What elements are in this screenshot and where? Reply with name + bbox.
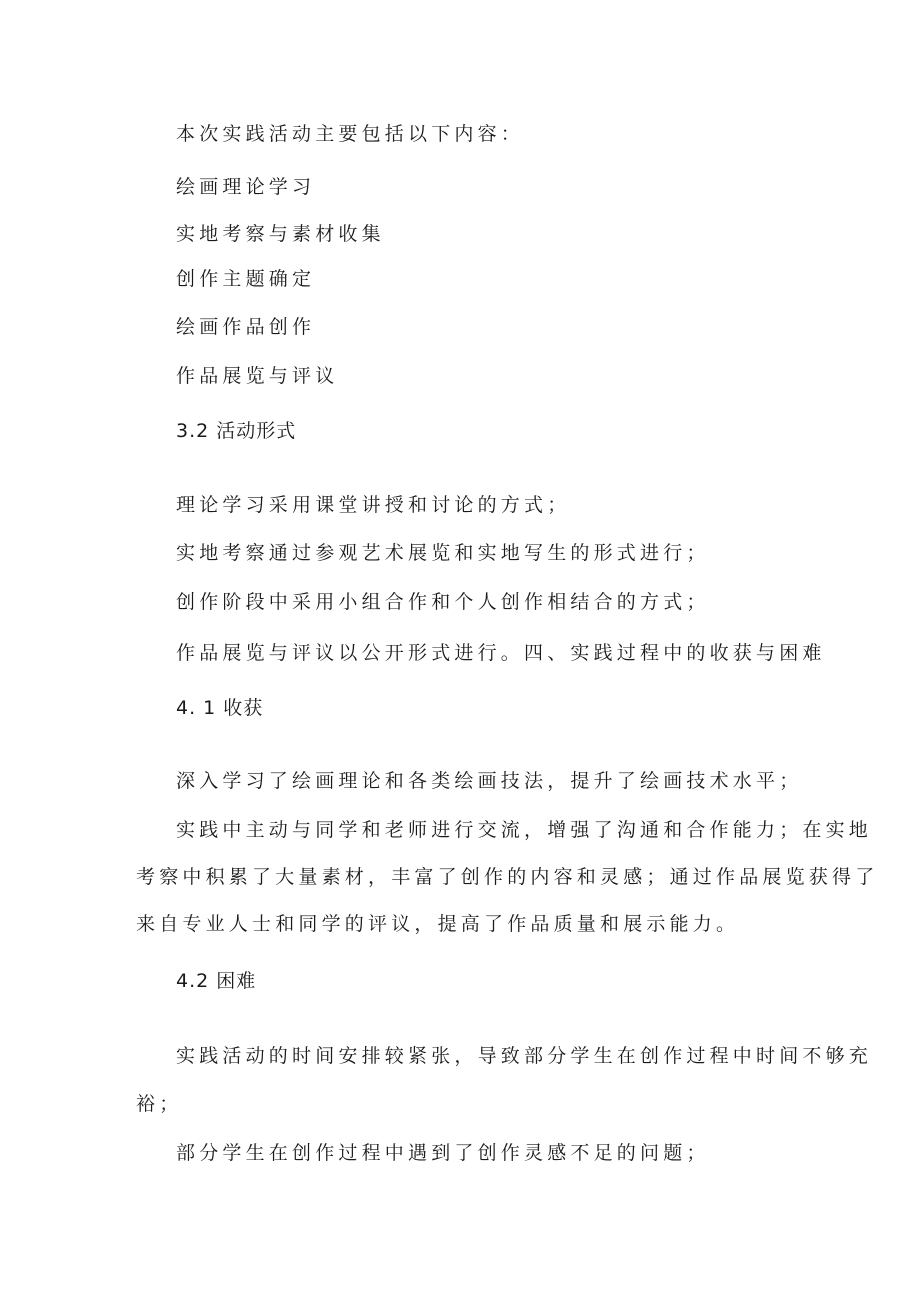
difficulty-paragraph-1-line-1: 实践活动的时间安排较紧张，导致部分学生在创作过程中时间不够充	[176, 1045, 873, 1067]
difficulty-paragraph-2: 部分学生在创作过程中遇到了创作灵感不足的问题；	[176, 1142, 710, 1164]
content-item-5: 作品展览与评议	[176, 365, 339, 387]
form-item-2: 实地考察通过参观艺术展览和实地写生的形式进行；	[176, 542, 710, 564]
content-item-3: 创作主题确定	[176, 268, 316, 290]
form-item-4: 作品展览与评议以公开形式进行。四、实践过程中的收获与困难	[176, 642, 826, 664]
gains-paragraph-2-line-2: 考察中积累了大量素材，丰富了创作的内容和灵感；通过作品展览获得了	[136, 866, 879, 888]
gains-paragraph-2-line-3: 来自专业人士和同学的评议，提高了作品质量和展示能力。	[136, 913, 740, 935]
section-heading-4-2: 4.2 困难	[176, 970, 257, 992]
difficulty-paragraph-1-line-2: 裕；	[136, 1093, 183, 1115]
content-item-1: 绘画理论学习	[176, 176, 316, 198]
gains-paragraph-1: 深入学习了绘画理论和各类绘画技法，提升了绘画技术水平；	[176, 770, 803, 792]
content-item-2: 实地考察与素材收集	[176, 223, 385, 245]
form-item-1: 理论学习采用课堂讲授和讨论的方式；	[176, 494, 571, 516]
intro-paragraph: 本次实践活动主要包括以下内容：	[176, 123, 525, 145]
section-heading-4-1: 4. 1 收获	[176, 697, 264, 719]
content-item-4: 绘画作品创作	[176, 316, 316, 338]
section-heading-3-2: 3.2 活动形式	[176, 420, 297, 442]
gains-paragraph-2-line-1: 实践中主动与同学和老师进行交流，增强了沟通和合作能力；在实地	[176, 819, 873, 841]
form-item-3: 创作阶段中采用小组合作和个人创作相结合的方式；	[176, 591, 710, 613]
